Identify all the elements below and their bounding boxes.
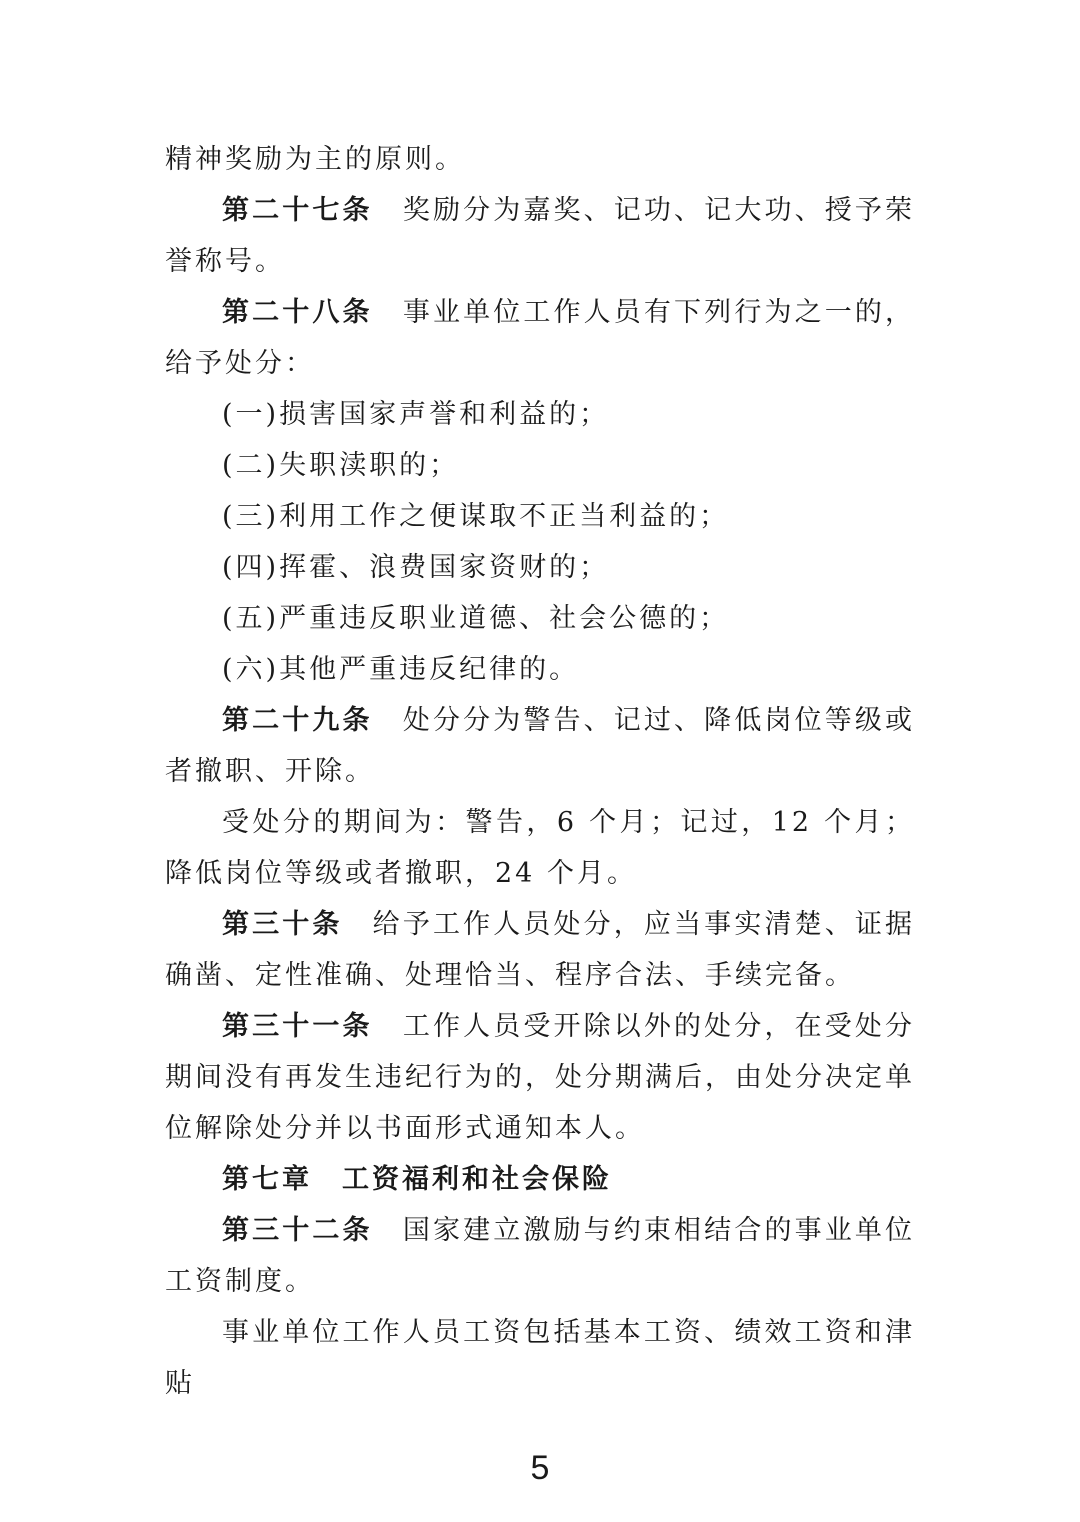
article-32: [165, 1205, 915, 1307]
article-30-text: 给予工作人员处分，应当事实清楚、证据确凿、定性准确、处理恰当、程序合法、手续完备。: [165, 909, 916, 991]
article-29: [165, 695, 915, 797]
article-30: [165, 899, 915, 1001]
page-number: 5: [530, 1449, 550, 1487]
article-31-text: 工作人员受开除以外的处分，在受处分期间没有再发生违纪行为的，处分期满后，由处分决定单位解除处分并以书面形式通知本人。: [165, 1011, 916, 1144]
article-31-heading: 第三十一条: [222, 1011, 373, 1042]
list-item: (二)失职渎职的；: [222, 450, 460, 481]
article-28-text: 事业单位工作人员有下列行为之一的，给予处分：: [165, 297, 916, 379]
chapter-7-number: 第七章: [222, 1164, 312, 1195]
article-29-heading: 第二十九条: [222, 705, 373, 736]
article-28: [165, 287, 915, 389]
article-32-salary: 事业单位工作人员工资包括基本工资、绩效工资和津贴: [165, 1317, 915, 1399]
article-27: [165, 185, 915, 287]
article-28-heading: 第二十八条: [222, 297, 373, 328]
article-27-heading: 第二十七条: [222, 195, 373, 226]
chapter-7-heading: [165, 1154, 915, 1205]
list-item: (四)挥霍、浪费国家资财的；: [222, 552, 610, 583]
article-32-heading: 第三十二条: [222, 1215, 373, 1246]
list-item: (三)利用工作之便谋取不正当利益的；: [222, 501, 730, 532]
list-item: (一)损害国家声誉和利益的；: [222, 399, 610, 430]
article-30-heading: 第三十条: [222, 909, 343, 940]
list-item: (五)严重违反职业道德、社会公德的；: [222, 603, 730, 634]
article-29-period: 受处分的期间为：警告，6 个月；记过，12 个月；降低岗位等级或者撤职，24 个月。: [165, 807, 915, 889]
document-body: [165, 134, 915, 1409]
list-item: (六)其他严重违反纪律的。: [222, 654, 580, 685]
chapter-7-title: 工资福利和社会保险: [342, 1164, 612, 1195]
continued-text: 精神奖励为主的原则。: [165, 144, 465, 175]
article-31: [165, 1001, 915, 1154]
article-32-text: 国家建立激励与约束相结合的事业单位工资制度。: [165, 1215, 916, 1297]
article-29-text: 处分分为警告、记过、降低岗位等级或者撤职、开除。: [165, 705, 916, 787]
article-27-text: 奖励分为嘉奖、记功、记大功、授予荣誉称号。: [165, 195, 916, 277]
